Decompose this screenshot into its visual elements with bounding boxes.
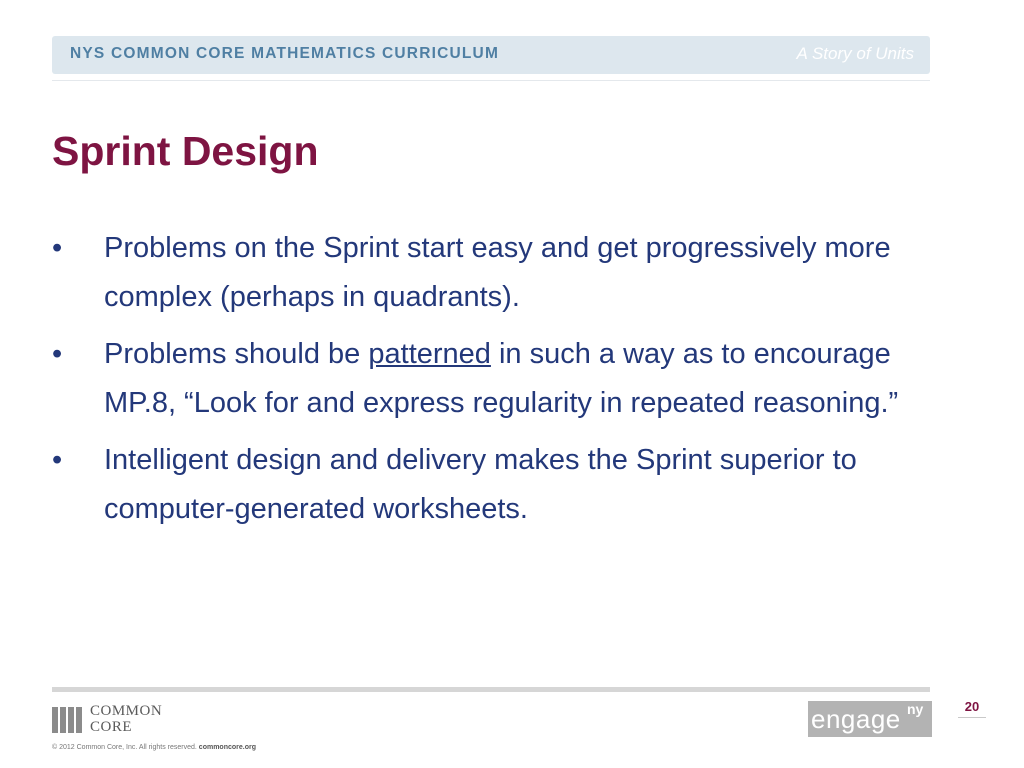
header-divider bbox=[52, 80, 930, 81]
bullet-icon: • bbox=[52, 444, 63, 476]
bullet-text-start: Problems should be bbox=[104, 338, 369, 370]
engage-ny-logo bbox=[808, 701, 932, 737]
copyright-site: commoncore.org bbox=[198, 744, 256, 751]
footer-divider bbox=[52, 687, 930, 692]
bullet-item bbox=[52, 330, 952, 428]
page-number-underline bbox=[958, 717, 986, 718]
copyright-notice bbox=[52, 744, 256, 751]
bullet-icon: • bbox=[52, 338, 63, 370]
engage-wordmark: engage bbox=[811, 704, 901, 734]
bullet-text-end: in such a way as to encourage MP.8, “Look for and express regularity in repeated reasoning.” bbox=[104, 338, 899, 419]
logo-line-1: COMMON bbox=[90, 703, 163, 719]
bullet-text: Intelligent design and delivery makes the Sprint superior to computer-generated worksheets. bbox=[104, 444, 857, 525]
bullet-icon: • bbox=[52, 232, 63, 264]
engage-superscript: ny bbox=[907, 701, 924, 717]
page-number: 20 bbox=[964, 699, 980, 714]
series-label: A Story of Units bbox=[796, 44, 914, 63]
bullet-text: Problems on the Sprint start easy and get progressively more complex (perhaps in quadrants). bbox=[104, 232, 891, 313]
bullet-list bbox=[52, 224, 952, 542]
slide-title: Sprint Design bbox=[52, 128, 319, 174]
bullet-item bbox=[52, 224, 952, 322]
logo-line-2: CORE bbox=[90, 719, 133, 735]
emphasized-word: patterned bbox=[368, 338, 491, 370]
common-core-logo bbox=[52, 703, 192, 737]
copyright-text: © 2012 Common Core, Inc. All rights reserved. bbox=[52, 744, 197, 751]
curriculum-label: NYS COMMON CORE MATHEMATICS CURRICULUM bbox=[70, 45, 500, 62]
header-bar bbox=[52, 36, 930, 74]
common-core-wordmark bbox=[90, 703, 162, 735]
bullet-item bbox=[52, 436, 952, 534]
